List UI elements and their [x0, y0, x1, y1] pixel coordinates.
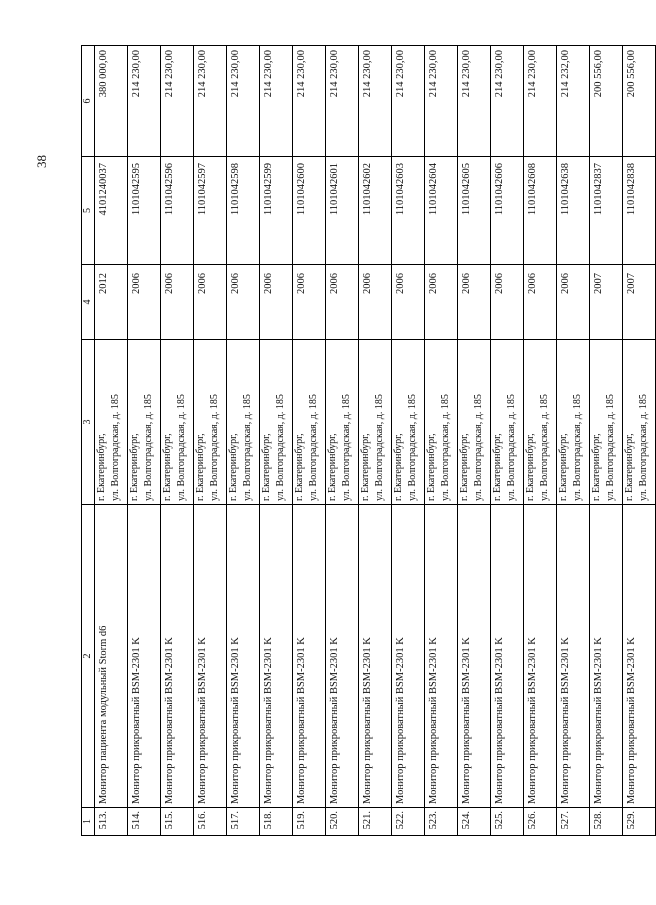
address-city: г. Екатеринбург, — [492, 433, 503, 501]
table-row — [524, 46, 557, 836]
address-city: г. Екатеринбург, — [195, 433, 206, 501]
item-year: 2012 — [95, 265, 128, 340]
table-row — [491, 46, 524, 836]
address-city: г. Екатеринбург, — [558, 433, 569, 501]
inventory-number: 1101042602 — [359, 157, 392, 265]
item-year: 2006 — [194, 265, 227, 340]
table-row — [227, 46, 260, 836]
table-row — [95, 46, 128, 836]
inventory-number: 1101042606 — [491, 157, 524, 265]
item-price: 214 230,00 — [524, 46, 557, 157]
item-year: 2006 — [557, 265, 590, 340]
item-price: 214 230,00 — [326, 46, 359, 157]
item-name: Монитор прикроватный BSM-2301 K — [128, 505, 161, 808]
item-name: Монитор прикроватный BSM-2301 K — [194, 505, 227, 808]
row-number: 526. — [524, 808, 557, 836]
item-name: Монитор прикроватный BSM-2301 K — [557, 505, 590, 808]
item-price: 214 230,00 — [194, 46, 227, 157]
item-address — [260, 340, 293, 505]
address-street: ул. Волгоградская, д. 185 — [341, 394, 352, 501]
inventory-number: 1101042601 — [326, 157, 359, 265]
row-number: 525. — [491, 808, 524, 836]
row-number: 521. — [359, 808, 392, 836]
address-city: г. Екатеринбург, — [624, 433, 635, 501]
address-street: ул. Волгоградская, д. 185 — [638, 394, 649, 501]
address-city: г. Екатеринбург, — [294, 433, 305, 501]
item-year: 2006 — [128, 265, 161, 340]
item-price: 380 000,00 — [95, 46, 128, 157]
item-price: 214 230,00 — [161, 46, 194, 157]
table-row — [458, 46, 491, 836]
item-name: Монитор прикроватный BSM-2301 K — [491, 505, 524, 808]
item-year: 2006 — [392, 265, 425, 340]
table-row — [260, 46, 293, 836]
item-address — [557, 340, 590, 505]
item-price: 214 230,00 — [425, 46, 458, 157]
item-price: 214 230,00 — [293, 46, 326, 157]
row-number: 523. — [425, 808, 458, 836]
item-year: 2006 — [227, 265, 260, 340]
address-city: г. Екатеринбург, — [162, 433, 173, 501]
item-address — [623, 340, 656, 505]
inventory-number: 1101042600 — [293, 157, 326, 265]
address-city: г. Екатеринбург, — [525, 433, 536, 501]
table-row — [557, 46, 590, 836]
item-name: Монитор прикроватный BSM-2301 K — [623, 505, 656, 808]
inventory-number: 1101042598 — [227, 157, 260, 265]
item-year: 2006 — [425, 265, 458, 340]
inventory-table — [81, 45, 656, 836]
inventory-number: 1101042603 — [392, 157, 425, 265]
inventory-number: 1101042597 — [194, 157, 227, 265]
item-year: 2007 — [623, 265, 656, 340]
address-city: г. Екатеринбург, — [129, 433, 140, 501]
item-name: Монитор пациента модульный Storm d6 — [95, 505, 128, 808]
column-header: 3 — [82, 340, 95, 505]
item-year: 2006 — [260, 265, 293, 340]
row-number: 513. — [95, 808, 128, 836]
inventory-number: 1101042838 — [623, 157, 656, 265]
address-street: ул. Волгоградская, д. 185 — [110, 394, 121, 501]
table-row — [623, 46, 656, 836]
table-body — [95, 46, 656, 836]
item-name: Монитор прикроватный BSM-2301 K — [425, 505, 458, 808]
item-year: 2006 — [161, 265, 194, 340]
address-street: ул. Волгоградская, д. 185 — [605, 394, 616, 501]
item-address — [227, 340, 260, 505]
address-street: ул. Волгоградская, д. 185 — [539, 394, 550, 501]
item-address — [293, 340, 326, 505]
item-name: Монитор прикроватный BSM-2301 K — [227, 505, 260, 808]
column-header: 6 — [82, 46, 95, 157]
item-name: Монитор прикроватный BSM-2301 K — [524, 505, 557, 808]
inventory-number: 4101240037 — [95, 157, 128, 265]
inventory-number: 1101042837 — [590, 157, 623, 265]
item-name: Монитор прикроватный BSM-2301 K — [392, 505, 425, 808]
table-row — [425, 46, 458, 836]
table-row — [392, 46, 425, 836]
address-street: ул. Волгоградская, д. 185 — [143, 394, 154, 501]
row-number: 518. — [260, 808, 293, 836]
item-name: Монитор прикроватный BSM-2301 K — [359, 505, 392, 808]
item-address — [95, 340, 128, 505]
item-name: Монитор прикроватный BSM-2301 K — [293, 505, 326, 808]
inventory-number: 1101042605 — [458, 157, 491, 265]
table-row — [326, 46, 359, 836]
item-name: Монитор прикроватный BSM-2301 K — [590, 505, 623, 808]
item-name: Монитор прикроватный BSM-2301 K — [458, 505, 491, 808]
address-street: ул. Волгоградская, д. 185 — [407, 394, 418, 501]
column-header: 2 — [82, 505, 95, 808]
row-number: 524. — [458, 808, 491, 836]
item-year: 2006 — [491, 265, 524, 340]
item-price: 214 230,00 — [128, 46, 161, 157]
item-price: 214 232,00 — [557, 46, 590, 157]
item-price: 200 556,00 — [590, 46, 623, 157]
table-row — [590, 46, 623, 836]
item-address — [359, 340, 392, 505]
row-number: 520. — [326, 808, 359, 836]
item-address — [425, 340, 458, 505]
address-city: г. Екатеринбург, — [591, 433, 602, 501]
item-price: 214 230,00 — [359, 46, 392, 157]
row-number: 517. — [227, 808, 260, 836]
column-header: 4 — [82, 265, 95, 340]
row-number: 522. — [392, 808, 425, 836]
item-address — [392, 340, 425, 505]
column-header: 1 — [82, 808, 95, 836]
inventory-number: 1101042638 — [557, 157, 590, 265]
item-name: Монитор прикроватный BSM-2301 K — [161, 505, 194, 808]
address-city: г. Екатеринбург, — [393, 433, 404, 501]
address-street: ул. Волгоградская, д. 185 — [374, 394, 385, 501]
address-street: ул. Волгоградская, д. 185 — [275, 394, 286, 501]
page-number: 38 — [34, 155, 49, 168]
address-street: ул. Волгоградская, д. 185 — [308, 394, 319, 501]
item-year: 2006 — [293, 265, 326, 340]
item-address — [590, 340, 623, 505]
item-name: Монитор прикроватный BSM-2301 K — [326, 505, 359, 808]
address-city: г. Екатеринбург, — [96, 433, 107, 501]
item-year: 2006 — [524, 265, 557, 340]
address-street: ул. Волгоградская, д. 185 — [176, 394, 187, 501]
row-number: 516. — [194, 808, 227, 836]
row-number: 514. — [128, 808, 161, 836]
item-address — [128, 340, 161, 505]
item-year: 2006 — [458, 265, 491, 340]
row-number: 528. — [590, 808, 623, 836]
address-street: ул. Волгоградская, д. 185 — [209, 394, 220, 501]
item-price: 200 556,00 — [623, 46, 656, 157]
item-name: Монитор прикроватный BSM-2301 K — [260, 505, 293, 808]
address-city: г. Екатеринбург, — [228, 433, 239, 501]
item-price: 214 230,00 — [491, 46, 524, 157]
item-address — [194, 340, 227, 505]
address-street: ул. Волгоградская, д. 185 — [440, 394, 451, 501]
item-year: 2006 — [359, 265, 392, 340]
address-street: ул. Волгоградская, д. 185 — [242, 394, 253, 501]
row-number: 519. — [293, 808, 326, 836]
row-number: 515. — [161, 808, 194, 836]
item-year: 2006 — [326, 265, 359, 340]
table-row — [194, 46, 227, 836]
item-price: 214 230,00 — [392, 46, 425, 157]
column-header: 5 — [82, 157, 95, 265]
address-city: г. Екатеринбург, — [426, 433, 437, 501]
item-address — [524, 340, 557, 505]
inventory-number: 1101042604 — [425, 157, 458, 265]
address-street: ул. Волгоградская, д. 185 — [572, 394, 583, 501]
table-row — [128, 46, 161, 836]
address-street: ул. Волгоградская, д. 185 — [506, 394, 517, 501]
table-row — [359, 46, 392, 836]
item-price: 214 230,00 — [260, 46, 293, 157]
item-address — [326, 340, 359, 505]
address-city: г. Екатеринбург, — [327, 433, 338, 501]
row-number: 527. — [557, 808, 590, 836]
table-header-row — [82, 46, 95, 836]
item-price: 214 230,00 — [458, 46, 491, 157]
item-price: 214 230,00 — [227, 46, 260, 157]
row-number: 529. — [623, 808, 656, 836]
inventory-number: 1101042608 — [524, 157, 557, 265]
address-street: ул. Волгоградская, д. 185 — [473, 394, 484, 501]
address-city: г. Екатеринбург, — [360, 433, 371, 501]
item-year: 2007 — [590, 265, 623, 340]
item-address — [161, 340, 194, 505]
address-city: г. Екатеринбург, — [261, 433, 272, 501]
table-row — [293, 46, 326, 836]
item-address — [458, 340, 491, 505]
rotated-table-container — [81, 46, 649, 836]
address-city: г. Екатеринбург, — [459, 433, 470, 501]
table-row — [161, 46, 194, 836]
inventory-number: 1101042599 — [260, 157, 293, 265]
item-address — [491, 340, 524, 505]
inventory-number: 1101042595 — [128, 157, 161, 265]
inventory-number: 1101042596 — [161, 157, 194, 265]
